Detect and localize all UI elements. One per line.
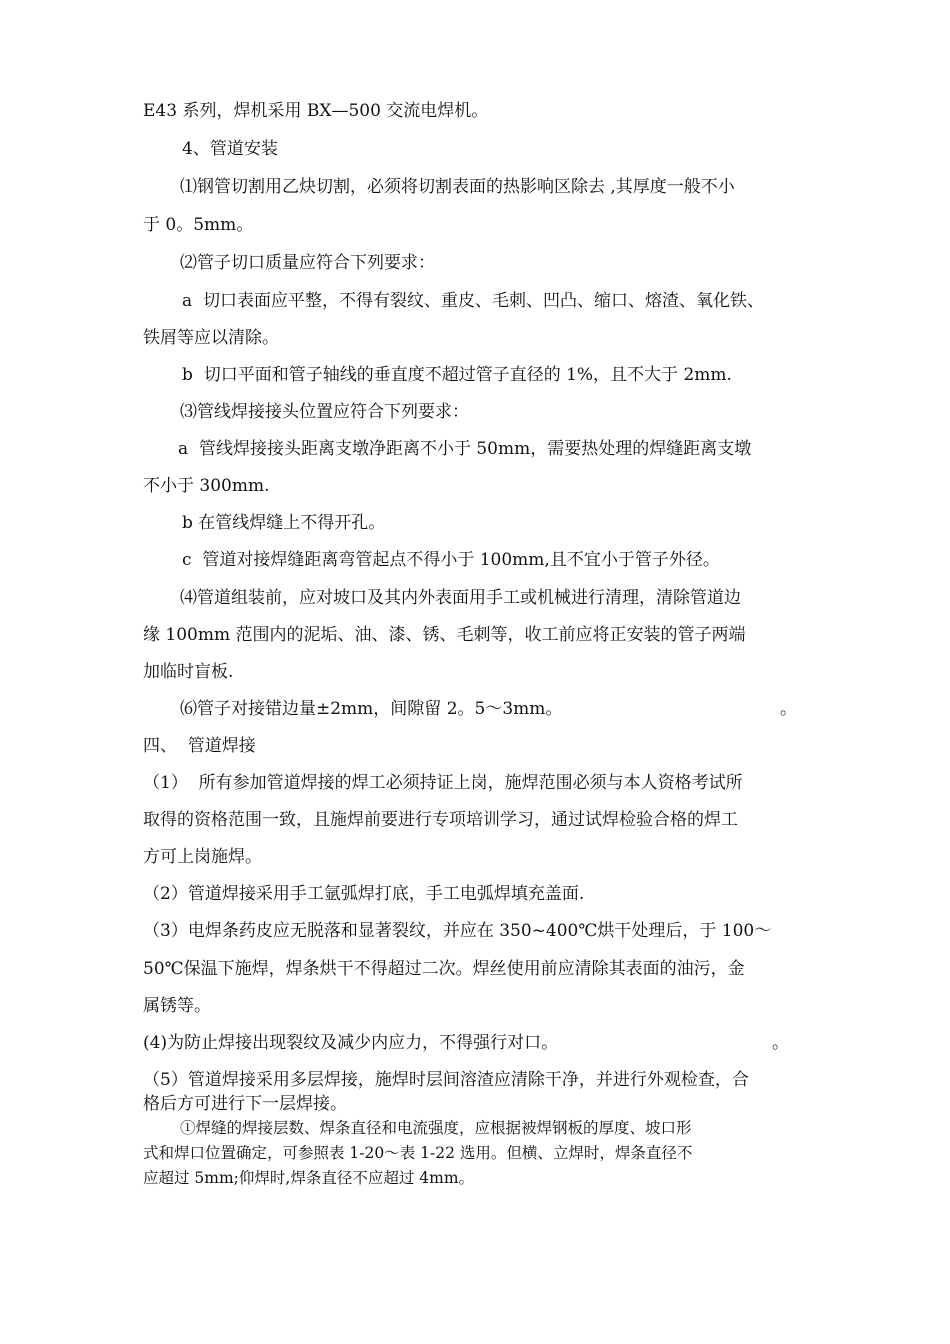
text-line: b 在管线焊缝上不得开孔。 [182,513,386,533]
text-line: ⑵管子切口质量应符合下列要求： [180,253,435,273]
text-line: a 切口表面应平整，不得有裂纹、重皮、毛刺、凹凸、缩口、熔渣、氧化铁、 [182,291,764,311]
text-line: 属锈等。 [143,996,211,1016]
text-line: 不小于 300mm. [143,476,270,496]
section-heading: 4、管道安装 [182,139,278,159]
text-line: ⑷管道组装前，应对坡口及其内外表面用手工或机械进行清理，清除管道边 [180,588,741,608]
text-line: 铁屑等应以清除。 [143,328,279,348]
text-line: 应超过 5mm;仰焊时,焊条直径不应超过 4mm。 [143,1169,475,1187]
text-line: 方可上岗施焊。 [143,847,262,867]
text-line: 于 0。5mm。 [143,215,254,235]
stray-mark: 。 [780,699,797,719]
text-line: ⑴钢管切割用乙炔切割，必须将切割表面的热影响区除去 ,其厚度一般不小 [180,177,735,197]
text-line: （5）管道焊接采用多层焊接，施焊时层间溶渣应清除干净，并进行外观检查，合 [143,1070,749,1090]
section-heading: 四、 管道焊接 [143,736,256,756]
text-line: （1） 所有参加管道焊接的焊工必须持证上岗，施焊范围必须与本人资格考试所 [143,773,743,793]
text-line: ⑶管线焊接接头位置应符合下列要求： [180,402,469,422]
text-line: 50℃保温下施焊，焊条烘干不得超过二次。焊丝使用前应清除其表面的油污，金 [143,959,745,979]
text-line: 格后方可进行下一层焊接。 [143,1094,347,1114]
text-line: 加临时盲板. [143,662,234,682]
text-line: a 管线焊接接头距离支墩净距离不小于 50mm，需要热处理的焊缝距离支墩 [178,439,752,459]
text-line: c 管道对接焊缝距离弯管起点不得小于 100mm,且不宜小于管子外径。 [182,550,720,570]
text-line: b 切口平面和管子轴线的垂直度不超过管子直径的 1%，且不大于 2mm. [182,365,732,385]
text-line: 取得的资格范围一致，且施焊前要进行专项培训学习，通过试焊检验合格的焊工 [143,810,738,830]
text-line: (4)为防止焊接出现裂纹及减少内应力，不得强行对口。 [143,1033,559,1053]
text-line: ⑹管子对接错边量±2mm，间隙留 2。5～3mm。 [180,699,563,719]
text-line: （3）电焊条药皮应无脱落和显著裂纹，并应在 350~400℃烘干处理后，于 100～ [143,921,772,941]
text-line: ①焊缝的焊接层数、焊条直径和电流强度，应根据被焊钢板的厚度、坡口形 [180,1119,692,1137]
stray-mark: 。 [772,1033,789,1053]
text-line: 式和焊口位置确定，可参照表 1-20～表 1-22 选用。但横、立焊时，焊条直径不 [143,1144,693,1162]
text-line: （2）管道焊接采用手工氩弧焊打底，手工电弧焊填充盖面. [143,884,585,904]
text-line: E43 系列，焊机采用 BX—500 交流电焊机。 [143,101,489,121]
text-line: 缘 100mm 范围内的泥垢、油、漆、锈、毛刺等，收工前应将正安装的管子两端 [143,625,746,645]
